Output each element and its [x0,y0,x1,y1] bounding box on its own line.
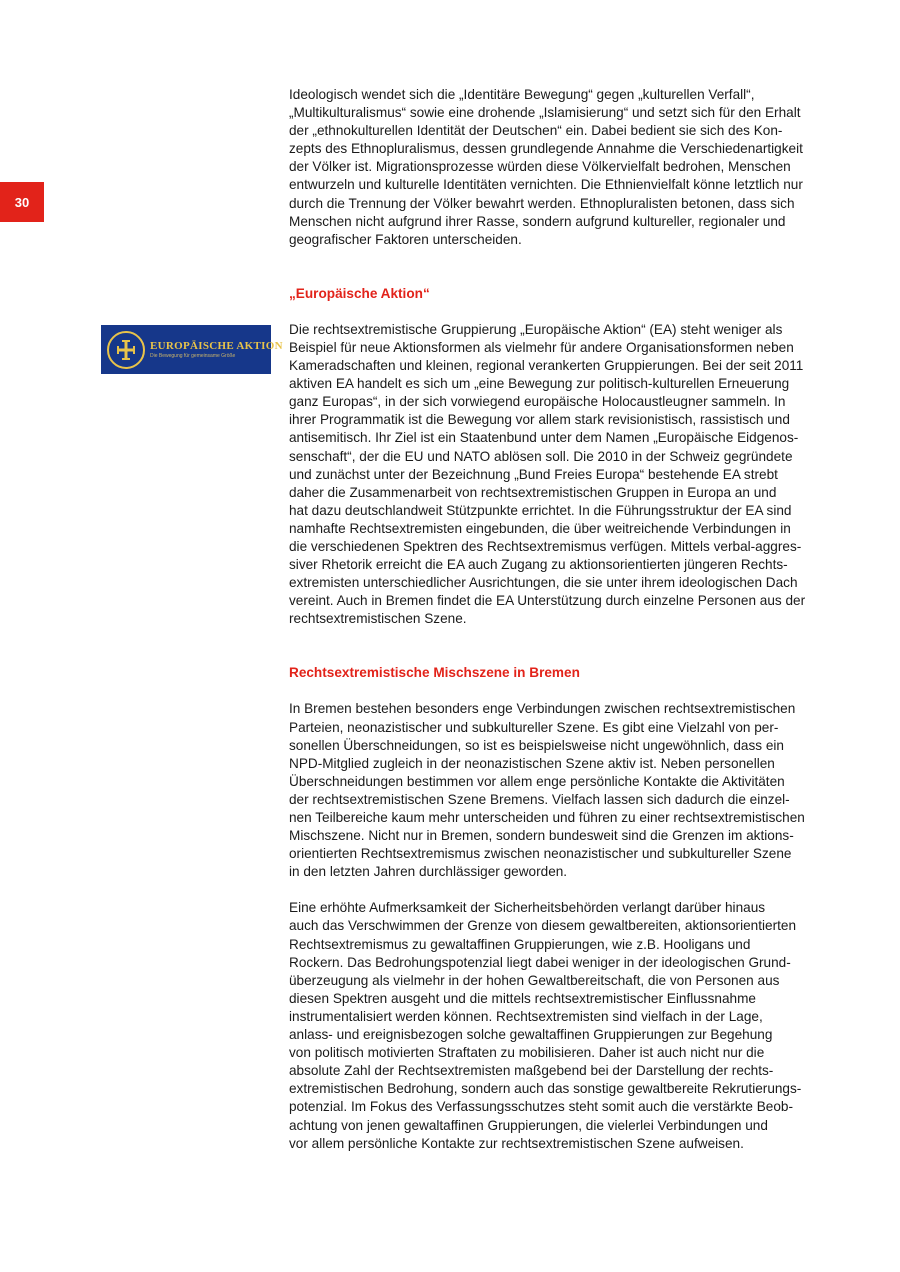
cross-emblem-icon [107,331,145,369]
mischszene-paragraph-1: In Bremen bestehen besonders enge Verbindungen zwischen rechtsextremistischen Parteien, neonazistischer und subkultureller Szene. Es gibt eine Vielzahl von per- sonellen Überschneidungen, so ist es beispielsweise nicht ungewöhnlich, dass ein NPD-Mitglied zugleich in der neonazistischen Szene aktiv ist. Neben personellen Überschneidungen bestimmen vor allem enge persönliche Kontakte die Aktivitäten der rechtsextremistischen Szene Bremens. Vielfach lassen sich dadurch die einzel- nen Teilbereiche kaum mehr unterscheiden und führen zu einer rechtsextremistischen Mischszene. Nicht nur in Bremen, sondern bundesweit sind die Grenzen im aktions- orientierten Rechtsextremismus zwischen neonazistischer und subkultureller Szene in den letzten Jahren durchlässiger geworden. [289,701,805,880]
main-content [289,86,837,1153]
section-heading-mischszene: Rechtsextremistische Mischszene in Bremen [289,665,580,681]
logo-title: EUROPÄISCHE AKTION [150,339,283,352]
section-heading-europaeische-aktion: „Europäische Aktion“ [289,285,430,301]
page-number: 30 [0,182,44,222]
logo-text [150,340,283,360]
europaeische-aktion-logo [101,325,283,374]
intro-paragraph: Ideologisch wendet sich die „Identitäre Bewegung“ gegen „kulturellen Verfall“, „Multikulturalismus“ sowie eine drohende „Islamisierung“ und setzt sich für den Erhalt der „ethnokulturellen Identität der Deutschen“ ein. Dabei bedient sie sich des Kon- zepts des Ethnopluralismus, dessen grundlegende Annahme die Verschiedenartigkeit der Völker ist. Migrationsprozesse würden diese Völkervielfalt bedrohen, Menschen entwurzeln und kulturelle Identitäten vernichten. Die Ethnienvielfalt könne letztlich nur durch die Trennung der Völker bewahrt werden. Ethnopluralisten betonen, dass sich Menschen nicht aufgrund ihrer Rasse, sondern aufgrund kultureller, regionaler und geografischer Faktoren unterscheiden. [289,87,803,247]
europaeische-aktion-paragraph: Die rechtsextremistische Gruppierung „Europäische Aktion“ (EA) steht weniger als Beispiel für neue Aktionsformen als vielmehr für andere Organisationsformen neben Kameradschaften und kleinen, regional verankerten Gruppierungen. Bei der seit 2011 aktiven EA handelt es sich um „eine Bewegung zur politisch-kulturellen Erneuerung ganz Europas“, in der sich vorwiegend europäische Holocaustleugner sammeln. In ihrer Programmatik ist die Bewegung vor allem stark revisionistisch, rassistisch und antisemitisch. Ihr Ziel ist ein Staatenbund unter dem Namen „Europäische Eidgenos- senschaft“, der die EU und NATO ablösen soll. Die 2010 in der Schweiz gegründete und zunächst unter der Bezeichnung „Bund Freies Europa“ bestehende EA strebt daher die Zusammenarbeit von rechtsextremistischen Gruppen in Europa an und hat dazu deutschlandweit Stützpunkte errichtet. In die Führungsstruktur der EA sind namhafte Rechtsextremisten eingebunden, die über weitreichende Verbindungen in die verschiedenen Spektren des Rechtsextremismus verfügen. Mittels verbal-aggres- siver Rhetorik erreicht die EA auch Zugang zu aktionsorientierten jüngeren Rechts- extremisten unterschiedlicher Ausrichtungen, die sie unter ihrem ideologischen Dach vereint. Auch in Bremen findet die EA Unterstützung durch einzelne Personen aus der rechtsextremistischen Szene. [289,321,806,627]
logo-subtitle: Die Bewegung für gemeinsame Größe [150,352,236,359]
mischszene-paragraph-2: Eine erhöhte Aufmerksamkeit der Sicherheitsbehörden verlangt darüber hinaus auch das Verschwimmen der Grenze von diesem gewaltbereiten, aktionsorientierten Rechtsextremismus zu gewaltaffinen Gruppierungen, wie z.B. Hooligans und Rockern. Das Bedrohungspotenzial liegt dabei weniger in der ideologischen Grund- überzeugung als vielmehr in der hohen Gewaltbereitschaft, die von Personen aus diesen Spektren ausgeht und die mittels rechtsextremistischer Einflussnahme instrumentalisiert werden können. Rechtsextremisten sind vielfach in der Lage, anlass- und ereignisbezogen solche gewaltaffinen Gruppierungen zur Begehung von politisch motivierten Straftaten zu mobilisieren. Daher ist auch nicht nur die absolute Zahl der Rechtsextremisten maßgebend bei der Darstellung der rechts- extremistischen Bedrohung, sondern auch das sonstige gewaltbereite Rekrutierungs- potenzial. Im Fokus des Verfassungsschutzes steht somit auch die verstärkte Beob- achtung von jenen gewaltaffinen Gruppierungen, die vielerlei Verbindungen und vor allem persönliche Kontakte zur rechtsextremistischen Szene aufweisen. [289,900,802,1151]
